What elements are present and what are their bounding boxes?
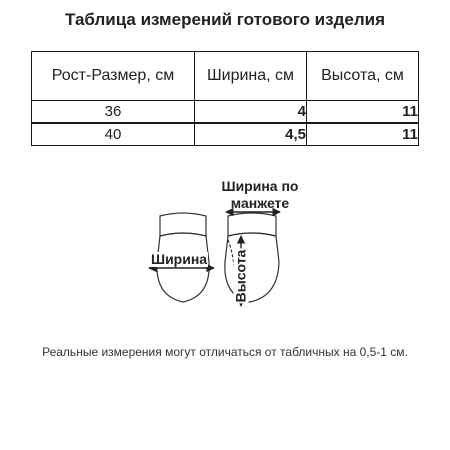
height-label: Высота xyxy=(232,249,249,303)
width-cuff-label: Ширина по манжете xyxy=(221,178,299,211)
cell-size: 40 xyxy=(32,123,195,146)
cell-width: 4 xyxy=(195,101,307,124)
cell-size: 36 xyxy=(32,101,195,124)
page-title: Таблица измерений готового изделия xyxy=(64,10,385,29)
cell-width: 4,5 xyxy=(195,123,307,146)
cell-height: 11 xyxy=(307,123,419,146)
header-size: Рост-Размер, см xyxy=(32,52,195,101)
cell-height: 11 xyxy=(307,101,419,124)
header-height: Высота, см xyxy=(307,52,419,101)
width-label: Ширина xyxy=(151,251,208,267)
disclaimer-note: Реальные измерения могут отличаться от табличных на 0,5-1 см. xyxy=(42,345,408,359)
header-width: Ширина, см xyxy=(195,52,307,101)
